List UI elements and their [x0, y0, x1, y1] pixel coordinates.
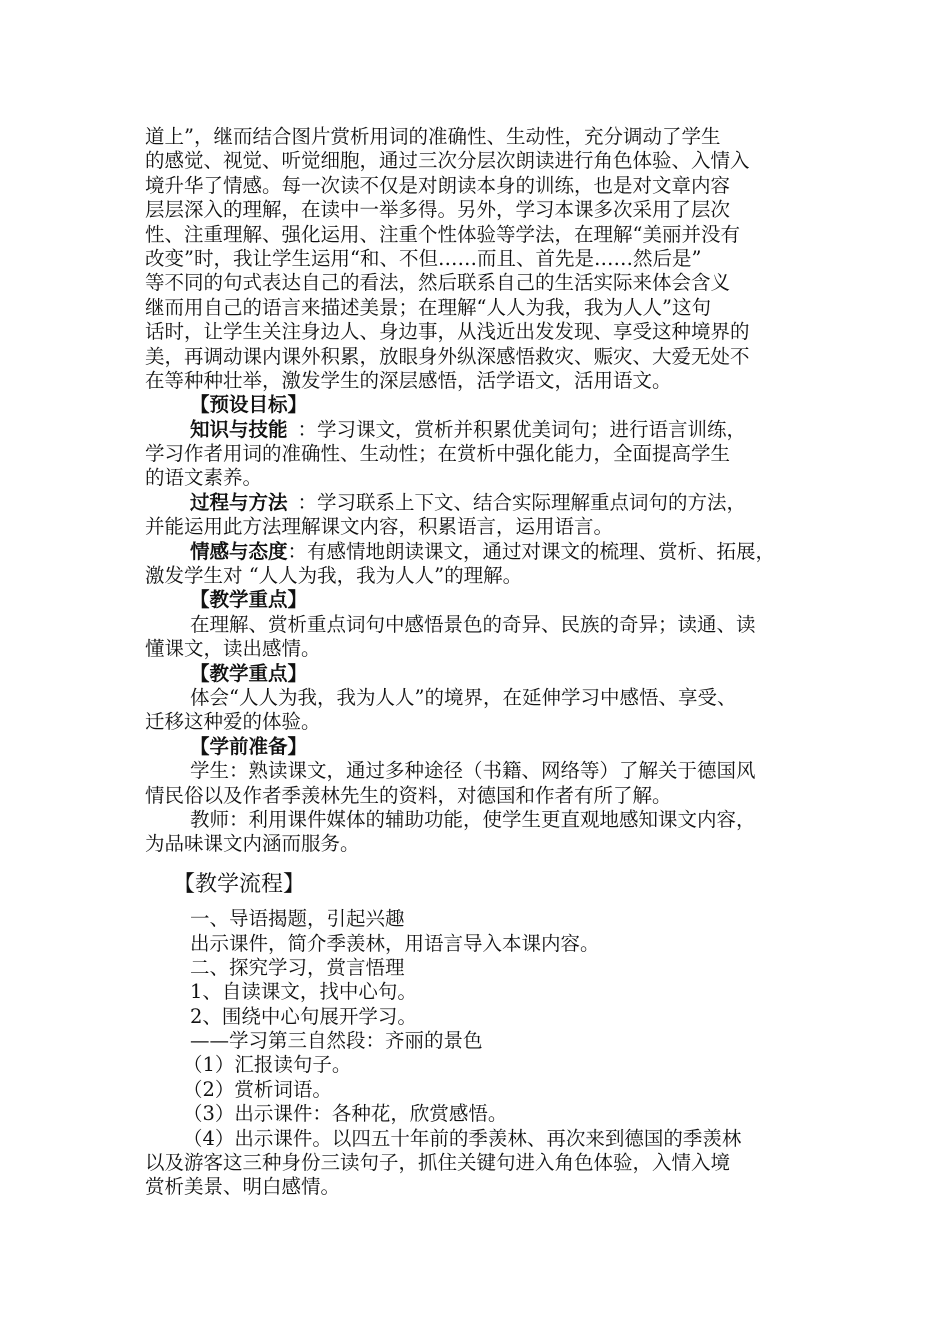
goals-heading: 【预设目标】: [190, 393, 308, 417]
intro-paragraph: [145, 125, 811, 393]
section-title: ——学习第三自然段：齐丽的景色: [190, 1029, 483, 1053]
activity-item: （2）赏析词语。: [183, 1077, 332, 1101]
activity-item: （3）出示课件：各种花，欣赏感悟。: [183, 1102, 508, 1126]
emotion-text: ：有感情地朗读课文，通过对课文的梳理、赏析、拓展，: [287, 539, 776, 563]
intro-line: 改变”时，我让学生运用“和、不但……而且、首先是……然后是”: [145, 246, 702, 270]
process-text: ：学习联系上下文、结合实际理解重点词句的方法，: [297, 490, 747, 514]
key-points-line: 在理解、赏析重点词句中感悟景色的奇异、民族的奇异；读通、读: [190, 612, 756, 636]
process-label: 过程与方法: [190, 490, 288, 514]
intro-line: 美，再调动课内课外积累，放眼身外纵深感悟救灾、赈灾、大爱无处不: [145, 344, 750, 368]
step-one-title: 一、导语揭题，引起兴趣: [190, 907, 405, 931]
teacher-preparation-line: 为品味课文内涵而服务。: [145, 832, 360, 856]
intro-line: 层层深入的理解，在读中一举多得。另外，学习本课多次采用了层次: [145, 198, 731, 222]
intro-line: 境升华了情感。每一次读不仅是对朗读本身的训练，也是对文章内容: [145, 173, 731, 197]
activity-item: 赏析美景、明白感情。: [145, 1175, 341, 1199]
intro-line: 在等种种壮举，激发学生的深层感悟，活学语文，活用语文。: [145, 368, 672, 392]
step-one-detail: 出示课件，简介季羡林，用语言导入本课内容。: [190, 931, 600, 955]
difficult-points-line: 迁移这种爱的体验。: [145, 710, 321, 734]
student-preparation-line: 情民俗以及作者季羡林先生的资料，对德国和作者有所了解。: [145, 783, 672, 807]
process-goal-line: [145, 491, 811, 515]
intro-line: 的感觉、视觉、听觉细胞，通过三次分层次朗读进行角色体验、入情入: [145, 149, 750, 173]
sub-step-one: 1、自读课文，找中心句。: [190, 980, 417, 1004]
activity-item: 以及游客这三种身份三读句子，抓住关键句进入角色体验，入情入境: [145, 1151, 731, 1175]
intro-line: 继而用自己的语言来描述美景；在理解“人人为我，我为人人”这句: [145, 295, 711, 319]
process-goal-line: 并能运用此方法理解课文内容，积累语言，运用语言。: [145, 515, 614, 539]
difficult-points-line: 体会“人人为我，我为人人”的境界，在延伸学习中感悟、享受、: [190, 685, 737, 709]
activity-item: （1）汇报读句子。: [183, 1053, 352, 1077]
knowledge-goal-line: [145, 418, 811, 442]
knowledge-goal-line: 学习作者用词的准确性、生动性；在赏析中强化能力，全面提高学生: [145, 442, 731, 466]
emotion-label: 情感与态度: [190, 539, 288, 563]
sub-step-two: 2、围绕中心句展开学习。: [190, 1004, 417, 1028]
emotion-goal-line: [145, 540, 811, 564]
activity-item: （4）出示课件。以四五十年前的季羡林、再次来到德国的季羡林: [183, 1126, 742, 1150]
knowledge-label: 知识与技能: [190, 417, 288, 441]
key-points-line: 懂课文，读出感情。: [145, 637, 321, 661]
process-heading: 【教学流程】: [173, 871, 306, 897]
intro-line: 等不同的句式表达自己的看法，然后联系自己的生活实际来体会含义: [145, 271, 731, 295]
knowledge-goal-line: 的语文素养。: [145, 466, 263, 490]
intro-line: 性、注重理解、强化运用、注重个性体验等学法，在理解“美丽并没有: [145, 222, 740, 246]
intro-line: 话时，让学生关注身边人、身边事，从浅近出发发现、享受这种境界的: [145, 320, 750, 344]
teacher-preparation-line: 教师：利用课件媒体的辅助功能，使学生更直观地感知课文内容，: [190, 807, 756, 831]
knowledge-text: ：学习课文，赏析并积累优美词句；进行语言训练，: [297, 417, 747, 441]
key-points-heading: 【教学重点】: [190, 588, 308, 612]
student-preparation-line: 学生：熟读课文，通过多种途径（书籍、网络等）了解关于德国风: [190, 759, 756, 783]
difficult-points-heading: 【教学重点】: [190, 661, 308, 685]
emotion-goal-line: 激发学生对 “人人为我，我为人人”的理解。: [145, 564, 523, 588]
document-body: [145, 125, 811, 1200]
intro-line: 道上”，继而结合图片赏析用词的准确性、生动性，充分调动了学生: [145, 125, 721, 148]
step-two-title: 二、探究学习，赏言悟理: [190, 955, 405, 979]
preparation-heading: 【学前准备】: [190, 734, 308, 758]
